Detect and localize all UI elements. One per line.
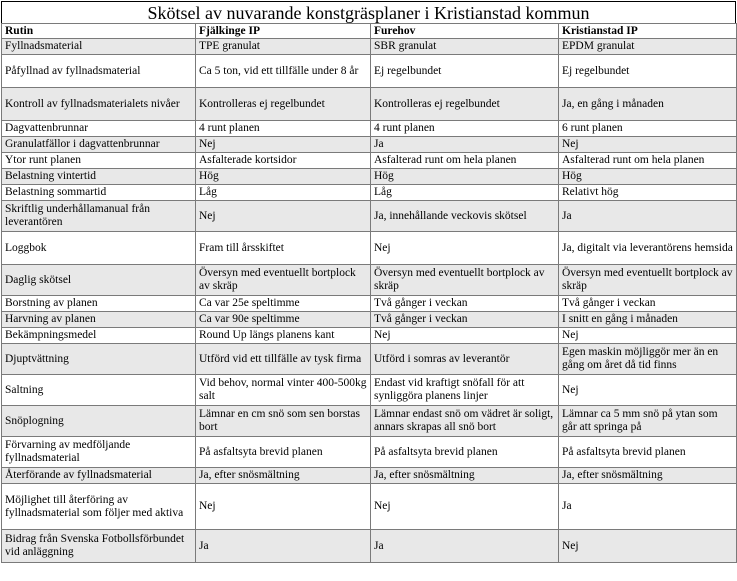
cell: Utförd i somras av leverantör (371, 344, 559, 375)
cell: Round Up längs planens kant (196, 328, 371, 344)
cell: Möjlighet till återföring av fyllnadsmaterial som följer med aktiva (2, 484, 196, 530)
cell: Påfyllnad av fyllnadsmaterial (2, 55, 196, 88)
table-row (2, 137, 737, 153)
table-row (2, 153, 737, 169)
cell: Asfalterad runt om hela planen (559, 153, 737, 169)
cell: Bekämpningsmedel (2, 328, 196, 344)
cell: På asfaltsyta brevid planen (371, 437, 559, 468)
cell: Daglig skötsel (2, 265, 196, 296)
table-body (2, 39, 737, 563)
cell: Borstning av planen (2, 296, 196, 312)
table-row (2, 232, 737, 265)
cell: I snitt en gång i månaden (559, 312, 737, 328)
cell: Dagvattenbrunnar (2, 121, 196, 137)
cell: Granulatfällor i dagvattenbrunnar (2, 137, 196, 153)
cell: Ja, efter snösmältning (196, 468, 371, 484)
cell: Låg (371, 185, 559, 201)
cell: Belastning vintertid (2, 169, 196, 185)
table-row (2, 169, 737, 185)
cell: Egen maskin möjliggör mer än en gång om året då tid finns (559, 344, 737, 375)
cell: SBR granulat (371, 39, 559, 55)
table-row (2, 296, 737, 312)
table-title: Skötsel av nuvarande konstgräsplaner i Kristianstad kommun (1, 1, 736, 23)
cell: Ej regelbundet (371, 55, 559, 88)
table-row (2, 185, 737, 201)
header-kristianstad: Kristianstad IP (559, 24, 737, 39)
cell: Lämnar ca 5 mm snö på ytan som går att springa på (559, 406, 737, 437)
cell: Ca 5 ton, vid ett tillfälle under 8 år (196, 55, 371, 88)
cell: Lämnar en cm snö som sen borstas bort (196, 406, 371, 437)
cell: Kontrolleras ej regelbundet (196, 88, 371, 121)
document (1, 1, 736, 563)
cell: Två gånger i veckan (371, 312, 559, 328)
table-row (2, 201, 737, 232)
cell: Skriftlig underhållamanual från leverantören (2, 201, 196, 232)
table-row (2, 39, 737, 55)
table-row (2, 88, 737, 121)
cell: Hög (371, 169, 559, 185)
cell: Ja, en gång i månaden (559, 88, 737, 121)
header-furehov: Furehov (371, 24, 559, 39)
cell: Nej (196, 484, 371, 530)
cell: Nej (371, 232, 559, 265)
cell: Loggbok (2, 232, 196, 265)
table-row (2, 530, 737, 563)
cell: 4 runt planen (371, 121, 559, 137)
cell: Kontroll av fyllnadsmaterialets nivåer (2, 88, 196, 121)
cell: Nej (559, 530, 737, 563)
cell: På asfaltsyta brevid planen (559, 437, 737, 468)
cell: Saltning (2, 375, 196, 406)
cell: Två gånger i veckan (371, 296, 559, 312)
cell: Bidrag från Svenska Fotbollsförbundet vid anläggning (2, 530, 196, 563)
cell: Ja, efter snösmältning (371, 468, 559, 484)
cell: På asfaltsyta brevid planen (196, 437, 371, 468)
cell: Ja (371, 530, 559, 563)
cell: Ja (371, 137, 559, 153)
cell: TPE granulat (196, 39, 371, 55)
cell: 4 runt planen (196, 121, 371, 137)
table-row (2, 375, 737, 406)
cell: Hög (559, 169, 737, 185)
cell: Två gånger i veckan (559, 296, 737, 312)
cell: Ja, innehållande veckovis skötsel (371, 201, 559, 232)
cell: Utförd vid ett tillfälle av tysk firma (196, 344, 371, 375)
cell: Vid behov, normal vinter 400-500kg salt (196, 375, 371, 406)
cell: Ca var 90e speltimme (196, 312, 371, 328)
cell: 6 runt planen (559, 121, 737, 137)
cell: Ja (196, 530, 371, 563)
cell: Djuptvättning (2, 344, 196, 375)
cell: Översyn med eventuellt bortplock av skräp (371, 265, 559, 296)
cell: Översyn med eventuellt bortplock av skräp (559, 265, 737, 296)
table-row (2, 484, 737, 530)
header-fjalkinge: Fjälkinge IP (196, 24, 371, 39)
cell: Belastning sommartid (2, 185, 196, 201)
cell: Översyn med eventuellt bortplock av skräp (196, 265, 371, 296)
cell: Asfalterad runt om hela planen (371, 153, 559, 169)
table-row (2, 55, 737, 88)
cell: EPDM granulat (559, 39, 737, 55)
cell: Ja (559, 484, 737, 530)
cell: Ytor runt planen (2, 153, 196, 169)
table-row (2, 312, 737, 328)
cell: Ej regelbundet (559, 55, 737, 88)
cell: Nej (196, 137, 371, 153)
table-row (2, 344, 737, 375)
cell: Lämnar endast snö om vädret är soligt, annars skrapas all snö bort (371, 406, 559, 437)
cell: Kontrolleras ej regelbundet (371, 88, 559, 121)
cell: Återförande av fyllnadsmaterial (2, 468, 196, 484)
cell: Nej (371, 328, 559, 344)
cell: Nej (559, 328, 737, 344)
table-row (2, 328, 737, 344)
cell: Nej (196, 201, 371, 232)
maintenance-table (1, 23, 737, 563)
cell: Nej (559, 137, 737, 153)
cell: Förvarning av medföljande fyllnadsmaterial (2, 437, 196, 468)
cell: Endast vid kraftigt snöfall för att synliggöra planens linjer (371, 375, 559, 406)
cell: Ja, efter snösmältning (559, 468, 737, 484)
cell: Hög (196, 169, 371, 185)
table-row (2, 265, 737, 296)
table-row (2, 437, 737, 468)
table-row (2, 406, 737, 437)
cell: Låg (196, 185, 371, 201)
cell: Ca var 25e speltimme (196, 296, 371, 312)
cell: Ja, digitalt via leverantörens hemsida (559, 232, 737, 265)
header-row (2, 24, 737, 39)
table-row (2, 121, 737, 137)
cell: Nej (559, 375, 737, 406)
cell: Fyllnadsmaterial (2, 39, 196, 55)
cell: Ja (559, 201, 737, 232)
table-row (2, 468, 737, 484)
cell: Harvning av planen (2, 312, 196, 328)
cell: Relativt hög (559, 185, 737, 201)
cell: Snöplogning (2, 406, 196, 437)
cell: Asfalterade kortsidor (196, 153, 371, 169)
cell: Fram till årsskiftet (196, 232, 371, 265)
header-rutin: Rutin (2, 24, 196, 39)
cell: Nej (371, 484, 559, 530)
